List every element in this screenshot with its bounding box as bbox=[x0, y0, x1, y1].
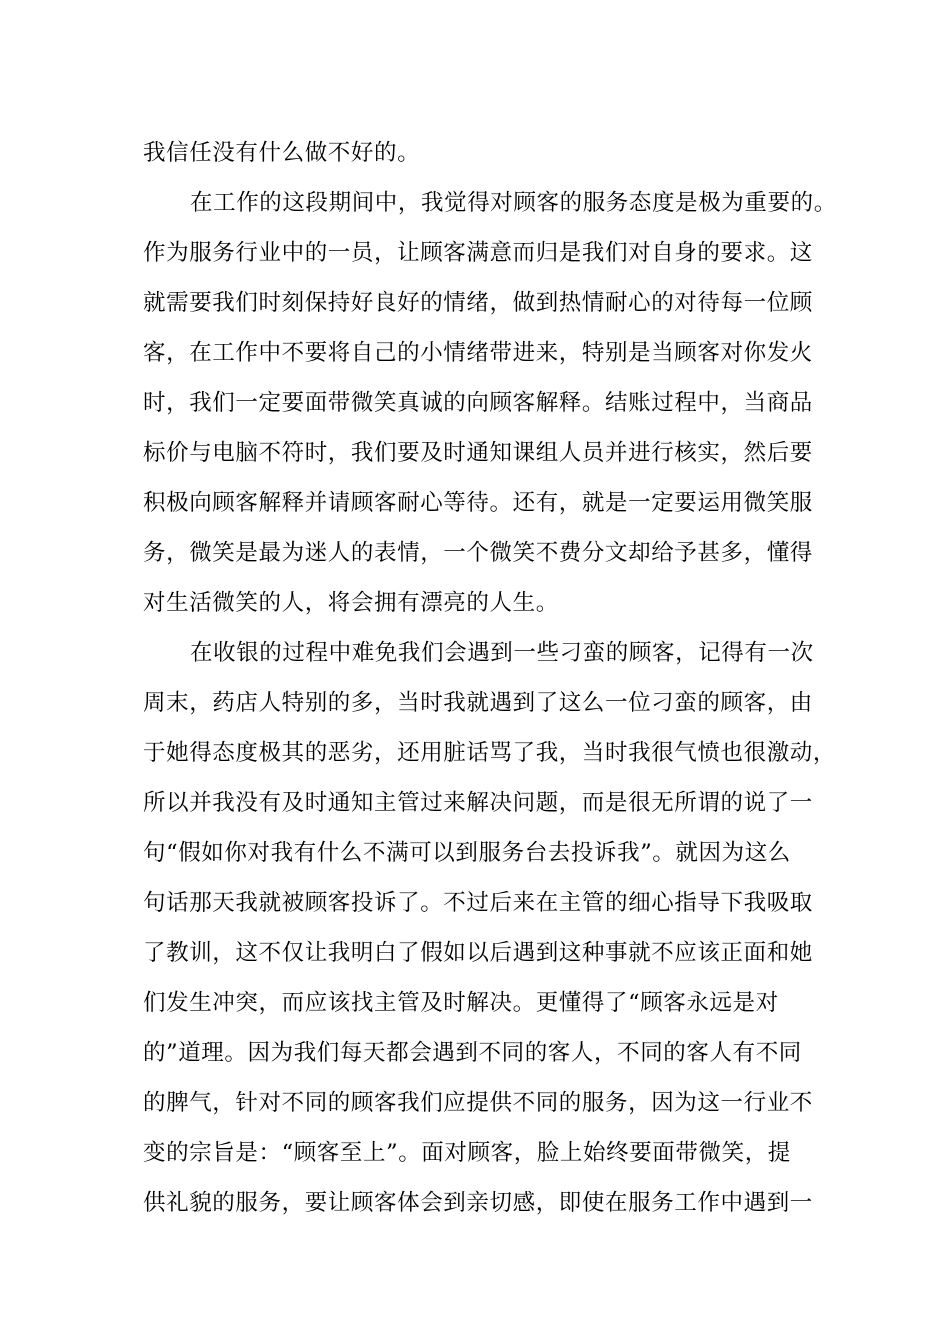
text-line: 作为服务行业中的一员，让顾客满意而归是我们对自身的要求。这 bbox=[143, 240, 813, 266]
document-body bbox=[143, 128, 837, 1228]
text-line: 周末，药店人特别的多，当时我就遇到了这么一位刁蛮的顾客，由 bbox=[143, 690, 813, 716]
text-line: 客，在工作中不要将自己的小情绪带进来，特别是当顾客对你发火 bbox=[143, 340, 813, 366]
text-line: 句“假如你对我有什么不满可以到服务台去投诉我”。就因为这么 bbox=[143, 840, 791, 866]
text-line: 变的宗旨是：“顾客至上”。面对顾客，脸上始终要面带微笑，提 bbox=[143, 1140, 791, 1166]
text-line: 所以并我没有及时通知主管过来解决问题，而是很无所谓的说了一 bbox=[143, 790, 813, 816]
text-line: 我信任没有什么做不好的。 bbox=[143, 140, 421, 166]
text-line: 就需要我们时刻保持好良好的情绪，做到热情耐心的对待每一位顾 bbox=[143, 290, 813, 316]
paragraph-start-line: 在收银的过程中难免我们会遇到一些刁蛮的顾客，记得有一次 bbox=[190, 640, 814, 666]
text-line: 们发生冲突，而应该找主管及时解决。更懂得了“顾客永远是对 bbox=[143, 990, 779, 1016]
text-line: 务，微笑是最为迷人的表情，一个微笑不费分文却给予甚多，懂得 bbox=[143, 540, 813, 566]
text-line: 时，我们一定要面带微笑真诚的向顾客解释。结账过程中，当商品 bbox=[143, 390, 813, 416]
text-line: 供礼貌的服务，要让顾客体会到亲切感，即使在服务工作中遇到一 bbox=[143, 1190, 813, 1216]
text-line: 积极向顾客解释并请顾客耐心等待。还有，就是一定要运用微笑服 bbox=[143, 490, 813, 516]
paragraph-start-line: 在工作的这段期间中，我觉得对顾客的服务态度是极为重要的。 bbox=[190, 190, 837, 216]
text-line: 对生活微笑的人，将会拥有漂亮的人生。 bbox=[143, 590, 559, 616]
text-line: 的脾气，针对不同的顾客我们应提供不同的服务，因为这一行业不 bbox=[143, 1090, 813, 1116]
text-line: 标价与电脑不符时，我们要及时通知课组人员并进行核实，然后要 bbox=[143, 440, 813, 466]
text-line: 于她得态度极其的恶劣，还用脏话骂了我，当时我很气愤也很激动， bbox=[143, 740, 837, 766]
text-line: 的”道理。因为我们每天都会遇到不同的客人，不同的客人有不同 bbox=[143, 1040, 802, 1066]
text-line: 了教训，这不仅让我明白了假如以后遇到这种事就不应该正面和她 bbox=[143, 940, 813, 966]
text-line: 句话那天我就被顾客投诉了。不过后来在主管的细心指导下我吸取 bbox=[143, 890, 813, 916]
